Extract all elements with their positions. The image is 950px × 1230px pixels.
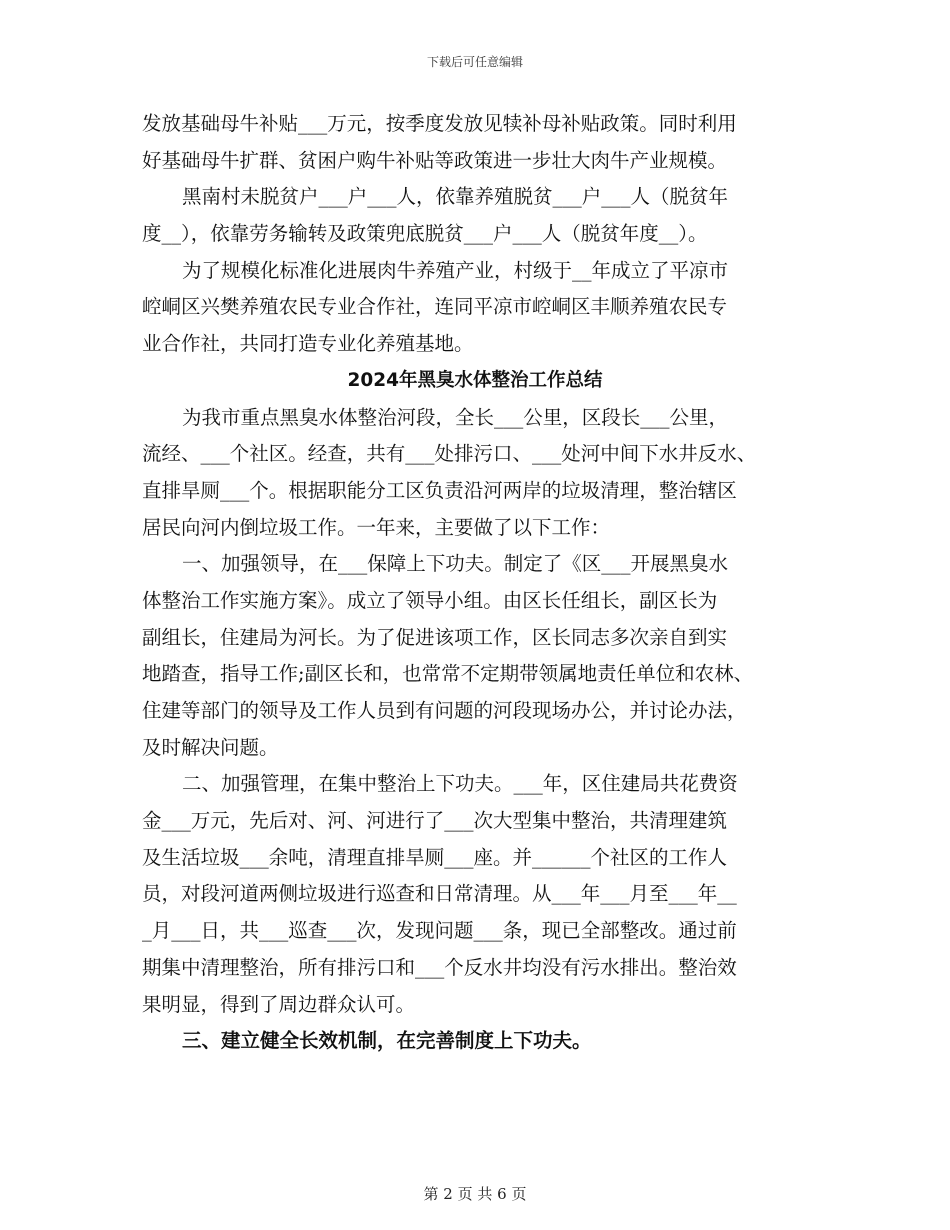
- text-line: 体整治工作实施方案》。成立了领导小组。由区长任组长，副区长为: [142, 588, 718, 612]
- text-line: 二、加强管理，在集中整治上下功夫。___年，区住建局共花费资: [182, 772, 738, 796]
- text-line: 业合作社，共同打造专业化养殖基地。: [142, 332, 474, 356]
- text-line: 流经、___个社区。经查，共有___处排污口、___处河中间下水井反水、: [142, 442, 757, 466]
- text-line: 地踏查，指导工作;副区长和，也常常不定期带领属地责任单位和农林、: [142, 662, 754, 686]
- text-line: 发放基础母牛补贴___万元，按季度发放见犊补母补贴政策。同时利用: [142, 112, 737, 135]
- text-line: 果明显，得到了周边群众认可。: [142, 992, 416, 1016]
- text-line: 副组长，住建局为河长。为了促进该项工作，区长同志多次亲自到实: [142, 625, 728, 649]
- text-line: 及生活垃圾___余吨，清理直排旱厕___座。并______个社区的工作人: [142, 845, 728, 869]
- paragraph-6: [142, 766, 808, 1023]
- paragraph-2: [142, 179, 808, 252]
- paragraph-4: [142, 400, 808, 547]
- document-body: [142, 106, 808, 1060]
- text-line: 居民向河内倒垃圾工作。一年来，主要做了以下工作：: [142, 515, 611, 539]
- text-line: 期集中清理整治，所有排污口和___个反水井均没有污水排出。整治效: [142, 955, 737, 979]
- text-line: 一、加强领导，在___保障上下功夫。制定了《区___开展黑臭水: [182, 552, 729, 576]
- text-line: _月___日，共___巡查___次，发现问题___条，现已全部整改。通过前: [142, 919, 737, 943]
- section-heading: 三、建立健全长效机制，在完善制度上下功夫。: [182, 1029, 592, 1053]
- text-line: 及时解决问题。: [142, 735, 279, 759]
- text-line: 崆峒区兴樊养殖农民专业合作社，连同平凉市崆峒区丰顺养殖农民专: [142, 295, 728, 319]
- section-title: 2024年黑臭水体整治工作总结: [347, 369, 603, 391]
- text-line: 直排旱厕___个。根据职能分工区负责沿河两岸的垃圾清理，整治辖区: [142, 478, 737, 502]
- page-footer: 第 2 页 共 6 页: [423, 1185, 527, 1203]
- text-line: 为了规模化标准化进展肉牛养殖产业，村级于__年成立了平凉市: [182, 258, 729, 282]
- paragraph-1: [142, 106, 808, 179]
- text-line: 为我市重点黑臭水体整治河段，全长___公里，区段长___公里，: [182, 405, 729, 429]
- text-line: 员，对段河道两侧垃圾进行巡查和日常清理。从___年___月至___年__: [142, 882, 737, 906]
- text-line: 金___万元，先后对、河、河进行了___次大型集中整治，共清理建筑: [142, 809, 728, 833]
- text-line: 黑南村未脱贫户___户___人，依靠养殖脱贫___户___人（脱贫年: [182, 185, 729, 209]
- page-header: 下载后可任意编辑: [426, 55, 523, 69]
- text-line: 度__），依靠劳务输转及政策兜底脱贫___户___人（脱贫年度__）。: [142, 222, 708, 246]
- text-line: 住建等部门的领导及工作人员到有问题的河段现场办公，并讨论办法，: [142, 699, 747, 722]
- text-line: 好基础母牛扩群、贫困户购牛补贴等政策进一步壮大肉牛产业规模。: [142, 148, 728, 172]
- paragraph-7: [142, 1023, 808, 1060]
- paragraph-5: [142, 546, 808, 766]
- paragraph-3: [142, 253, 808, 363]
